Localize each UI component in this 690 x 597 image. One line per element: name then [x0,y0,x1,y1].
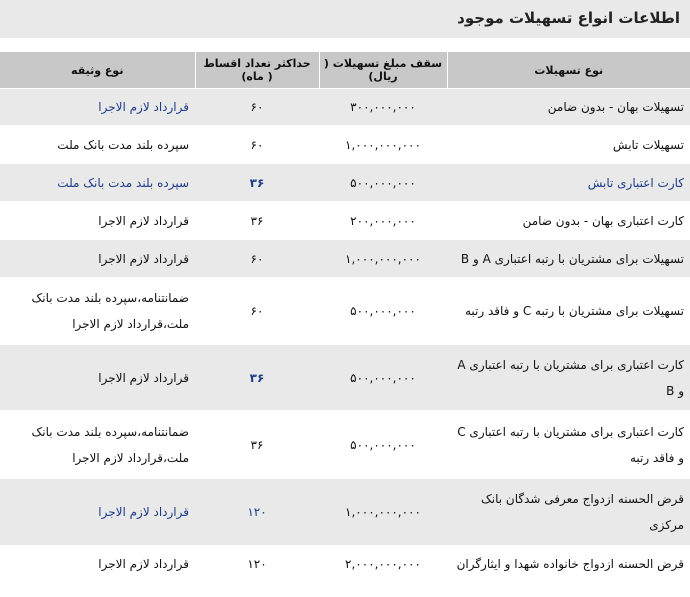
header-document: نوع وثیقه [0,52,195,89]
cell-installments: ۶۰ [195,240,319,278]
cell-amount: ۵۰۰,۰۰۰,۰۰۰ [319,278,447,345]
cell-type: کارت اعتباری بهان - بدون ضامن [447,202,690,240]
cell-document: ضمانتنامه،سپرده بلند مدت بانک ملت،قرارداد لازم الاجرا [0,278,195,345]
cell-document: سپرده بلند مدت بانک ملت [0,164,195,202]
cell-document: قرارداد لازم الاجرا [0,345,195,411]
cell-installments: ۶۰ [195,126,319,164]
cell-installments: ۶۰ [195,89,319,126]
cell-amount: ۱,۰۰۰,۰۰۰,۰۰۰ [319,479,447,546]
cell-document: قرارداد لازم الاجرا [0,202,195,240]
cell-installments: ۳۶ [195,411,319,479]
cell-type: تسهیلات برای مشتریان با رتبه اعتباری A و B [447,240,690,278]
cell-document: قرارداد لازم الاجرا [0,89,195,126]
header-installments: حداکثر تعداد اقساط ( ماه) [195,52,319,89]
cell-amount: ۵۰۰,۰۰۰,۰۰۰ [319,411,447,479]
cell-installments: ۱۲۰ [195,479,319,546]
cell-type: تسهیلات تابش [447,126,690,164]
cell-document: قرارداد لازم الاجرا [0,479,195,546]
table-row [0,546,690,583]
cell-amount: ۲۰۰,۰۰۰,۰۰۰ [319,202,447,240]
table-row [0,278,690,345]
cell-type: قرض الحسنه ازدواج معرفی شدگان بانک مرکزی [447,479,690,546]
cell-amount: ۱,۰۰۰,۰۰۰,۰۰۰ [319,126,447,164]
cell-document: قرارداد لازم الاجرا [0,240,195,278]
cell-amount: ۲,۰۰۰,۰۰۰,۰۰۰ [319,546,447,583]
cell-installments: ۳۶ [195,164,319,202]
cell-type: کارت اعتباری تابش [447,164,690,202]
page-title: اطلاعات انواع تسهیلات موجود [457,9,680,27]
cell-type: کارت اعتباری برای مشتریان با رتبه اعتباری C و فاقد رتبه [447,411,690,479]
table-row [0,164,690,202]
facilities-table [0,52,690,583]
cell-installments: ۶۰ [195,278,319,345]
cell-installments: ۳۶ [195,202,319,240]
table-row [0,126,690,164]
cell-type: کارت اعتباری برای مشتریان با رتبه اعتباری A و B [447,345,690,411]
table-row [0,411,690,479]
title-bar [0,0,690,38]
table-row [0,202,690,240]
table-row [0,345,690,411]
header-amount: سقف مبلغ تسهیلات ( ریال) [319,52,447,89]
table-header-row [0,52,690,89]
cell-installments: ۳۶ [195,345,319,411]
cell-document: سپرده بلند مدت بانک ملت [0,126,195,164]
cell-type: قرض الحسنه ازدواج خانواده شهدا و ایثارگران [447,546,690,583]
cell-amount: ۳۰۰,۰۰۰,۰۰۰ [319,89,447,126]
table-row [0,479,690,546]
cell-type: تسهیلات برای مشتریان با رتبه C و فاقد رتبه [447,278,690,345]
table-row [0,240,690,278]
cell-document: ضمانتنامه،سپرده بلند مدت بانک ملت،قرارداد لازم الاجرا [0,411,195,479]
cell-installments: ۱۲۰ [195,546,319,583]
cell-type: تسهیلات بهان - بدون ضامن [447,89,690,126]
cell-amount: ۵۰۰,۰۰۰,۰۰۰ [319,345,447,411]
cell-amount: ۱,۰۰۰,۰۰۰,۰۰۰ [319,240,447,278]
header-type: نوع تسهیلات [447,52,690,89]
cell-document: قرارداد لازم الاجرا [0,546,195,583]
table-row [0,89,690,126]
cell-amount: ۵۰۰,۰۰۰,۰۰۰ [319,164,447,202]
